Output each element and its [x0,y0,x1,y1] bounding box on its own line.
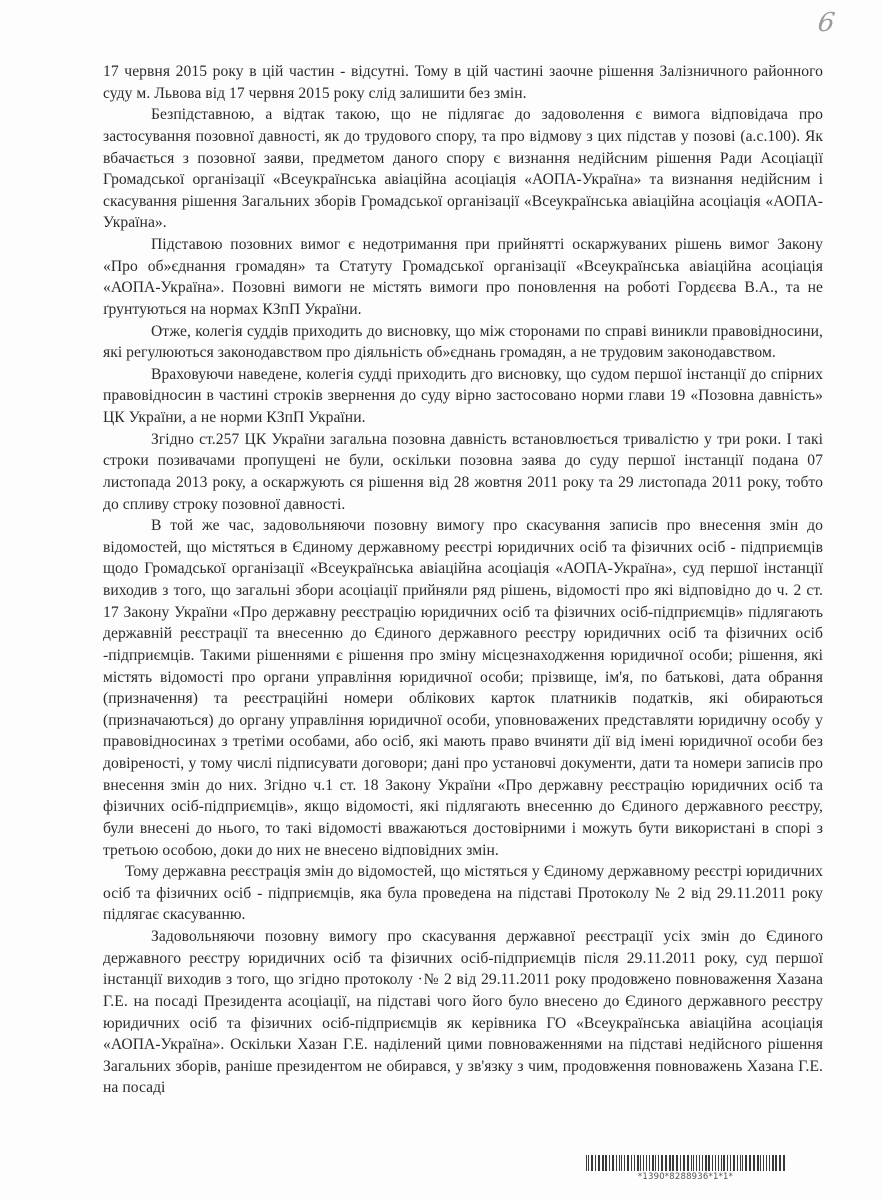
barcode-bar [616,1155,617,1171]
barcode-bar [624,1155,625,1171]
barcode-bar [619,1155,620,1171]
barcode-bar [691,1155,692,1171]
barcode-bar [712,1155,713,1171]
barcode-icon [586,1155,786,1171]
barcode-bar [705,1155,707,1171]
barcode-bar [655,1155,656,1171]
barcode-bar [605,1155,607,1171]
barcode-bar [591,1155,593,1171]
barcode-number: *1390*8288936*1*1* [637,1172,734,1182]
paragraph: Задовольняючи позовну вимогу про скасування державної реєстрації усіх змін до Єдиного державного реєстру юридичних осіб та фізичних осіб-підприємців після 29.11.2011 року, суд першої інстанції виходив з того, що згідно протоколу ·№ 2 від 29.11.2011 року продовжено повноваження Хазана Г.Е. на посаді Президента асоціації, на підставі чого його було внесено до Єдиного державного реєстру юридичних осіб та фізичних осіб-підприємців як керівника ГО «Всеукраїнська авіаційна асоціація «АОПА-Україна». Оскільки Хазан Г.Е. наділений цими повноваженнями на підставі недійсного рішення Загальних зборів, раніше президентом не обирався, у зв'язку з чим, продовження повноважень Хазана Г.Е. на посаді [103,928,823,1097]
barcode-bar [749,1155,751,1171]
barcode-bar [609,1155,610,1171]
barcode-bar [733,1155,735,1171]
barcode-bar [680,1155,681,1171]
barcode-bar [602,1155,604,1171]
barcode-bar [715,1155,716,1171]
barcode-bar [779,1155,781,1171]
barcode-bar [702,1155,703,1171]
barcode-bar [640,1155,641,1171]
barcode-bar [708,1155,710,1171]
barcode-bar [766,1155,767,1171]
barcode-bar [586,1155,587,1171]
barcode-bar [753,1155,755,1171]
barcode-bar [740,1155,741,1171]
barcode-bar [595,1155,596,1171]
barcode-bar [742,1155,743,1171]
barcode-bar [783,1155,785,1171]
barcode-bar [730,1155,731,1171]
barcode-bar [665,1155,667,1171]
barcode-bar [649,1155,650,1171]
barcode-bar [637,1155,639,1171]
barcode-bar [661,1155,663,1171]
paragraph: В той же час, задовольняючи позовну вимогу про скасування записів про внесення змін до відомостей, що містяться в Єдиному державному реєстрі юридичних осіб та фізичних осіб - підприємців щодо Громадської організації «Всеукраїнська авіаційна асоціація «АОПА-Україна», суд першої інстанції виходив з того, що загальні збори асоціації прийняли ряд рішень, відомості про які відповідно до ч. 2 ст. 17 Закону України «Про державну реєстрацію юридичних осіб та фізичних осіб-підприємців» підлягають державній реєстрації та внесенню до Єдиного державного реєстру юридичних осіб та фізичних осіб -підприємців. Такими рішеннями є рішення про зміну місцезнаходження юридичної особи; рішення, які містять відомості про органи управління юридичної особи; прізвище, ім'я, по батькові, дата обрання (призначення) та реєстраційні номери облікових карток платників податків, які обираються (призначаються) до органу управління юридичної особи, уповноважених представляти юридичну особу у правовідносинах з третіми особами, або осіб, які мають право вчиняти дії від імені юридичної особи без довіреності, у тому числі підписувати договори; дані про установчі документи, дати та номери записів про внесення змін до них. Згідно ч.1 ст. 18 Закону України «Про державну реєстрацію юридичних осіб та фізичних осіб-підприємців», якщо відомості, які підлягають внесенню до Єдиного державного реєстру, були внесені до нього, то такі відомості вважаються достовірними і можуть бути використані в спорі з третьою особою, доки до них не внесено відповідних змін. [103,517,823,859]
barcode-bar [672,1155,674,1171]
barcode-bar [763,1155,764,1171]
barcode-bar [718,1155,719,1171]
barcode-bar [683,1155,685,1171]
barcode-bar [693,1155,694,1171]
barcode-bar [769,1155,770,1171]
paragraph: Враховуючи наведене, колегія судді приходить дго висновку, що судом першої інстанції до спірних правовідносин в частині строків звернення до суду вірно застосовано норми глави 19 «Позовна давність» ЦК України, а не норми КЗпП України. [103,365,823,426]
barcode-bar [627,1155,629,1171]
paragraph: Безпідставною, а відтак такою, що не підлягає до задоволення є вимога відповідача про застосування позовної давності, як до трудового спору, та про відмову з цих підстав у позові (а.с.100). Як вбачається з позовної заяви, предметом даного спору є визнання недійсним рішення Ради Асоціації Громадської організації «Всеукраїнська авіаційна асоціація «АОПА-Україна» та визнання недійсним і скасування рішення Загальних зборів Громадської організації «Всеукраїнська авіаційна асоціація «АОПА-Україна». [103,106,823,232]
barcode-bar [631,1155,632,1171]
document-barcode [578,1155,793,1182]
barcode-bar [612,1155,614,1171]
barcode-bar [643,1155,644,1171]
barcode-bar [588,1155,589,1171]
barcode-bar [621,1155,622,1171]
barcode-bar [687,1155,689,1171]
barcode-bar [699,1155,700,1171]
barcode-bar [658,1155,659,1171]
document-body [103,61,823,1099]
barcode-bar [634,1155,635,1171]
barcode-bar [676,1155,678,1171]
barcode-bar [721,1155,722,1171]
paragraph: 17 червня 2015 року в цій частин - відсутні. Тому в цій частині заочне рішення Залізничного районного суду м. Львова від 17 червня 2015 року слід залишити без змін. [103,63,823,102]
barcode-bar [696,1155,697,1171]
barcode-bar [723,1155,725,1171]
barcode-bar [775,1155,777,1171]
barcode-bar [652,1155,654,1171]
barcode-bar [760,1155,761,1171]
barcode-bar [598,1155,600,1171]
barcode-bar [727,1155,728,1171]
paragraph: Згідно ст.257 ЦК України загальна позовна давність встановлюється тривалістю у три роки. І такі строки позивачами пропущені не були, оскільки позовна заява до суду першої інстанції подана 07 листопада 2013 року, а оскаржують ся рішення від 28 жовтня 2011 року та 29 листопада 2011 року, тобто до спливу строку позовної давності. [103,430,823,513]
handwritten-page-number: 6 [815,8,837,38]
barcode-bar [772,1155,774,1171]
barcode-bar [737,1155,738,1171]
paragraph: Отже, колегія суддів приходить до висновку, що між сторонами по справі виникли правовідносини, які регулюються законодавством про діяльність об»єднань громадян, а не трудовим законодавством. [103,322,823,362]
barcode-bar [745,1155,747,1171]
barcode-bar [646,1155,647,1171]
paragraph: Підставою позовних вимог є недотримання при прийнятті оскаржуваних рішень вимог Закону «Про об»єднання громадян» та Статуту Громадської організації «Всеукраїнська авіаційна асоціація «АОПА-Україна». Позовні вимоги не містять вимоги про поновлення на роботі Гордєєва В.А., та не ґрунтуються на нормах КЗпП України. [103,236,823,318]
barcode-bar [669,1155,671,1171]
paragraph: Тому державна реєстрація змін до відомостей, що містяться у Єдиному державному реєстрі юридичних осіб та фізичних осіб - підприємців, яка була проведена на підставі Протоколу № 2 від 29.11.2011 року підлягає скасуванню. [103,863,823,924]
barcode-bar [757,1155,759,1171]
